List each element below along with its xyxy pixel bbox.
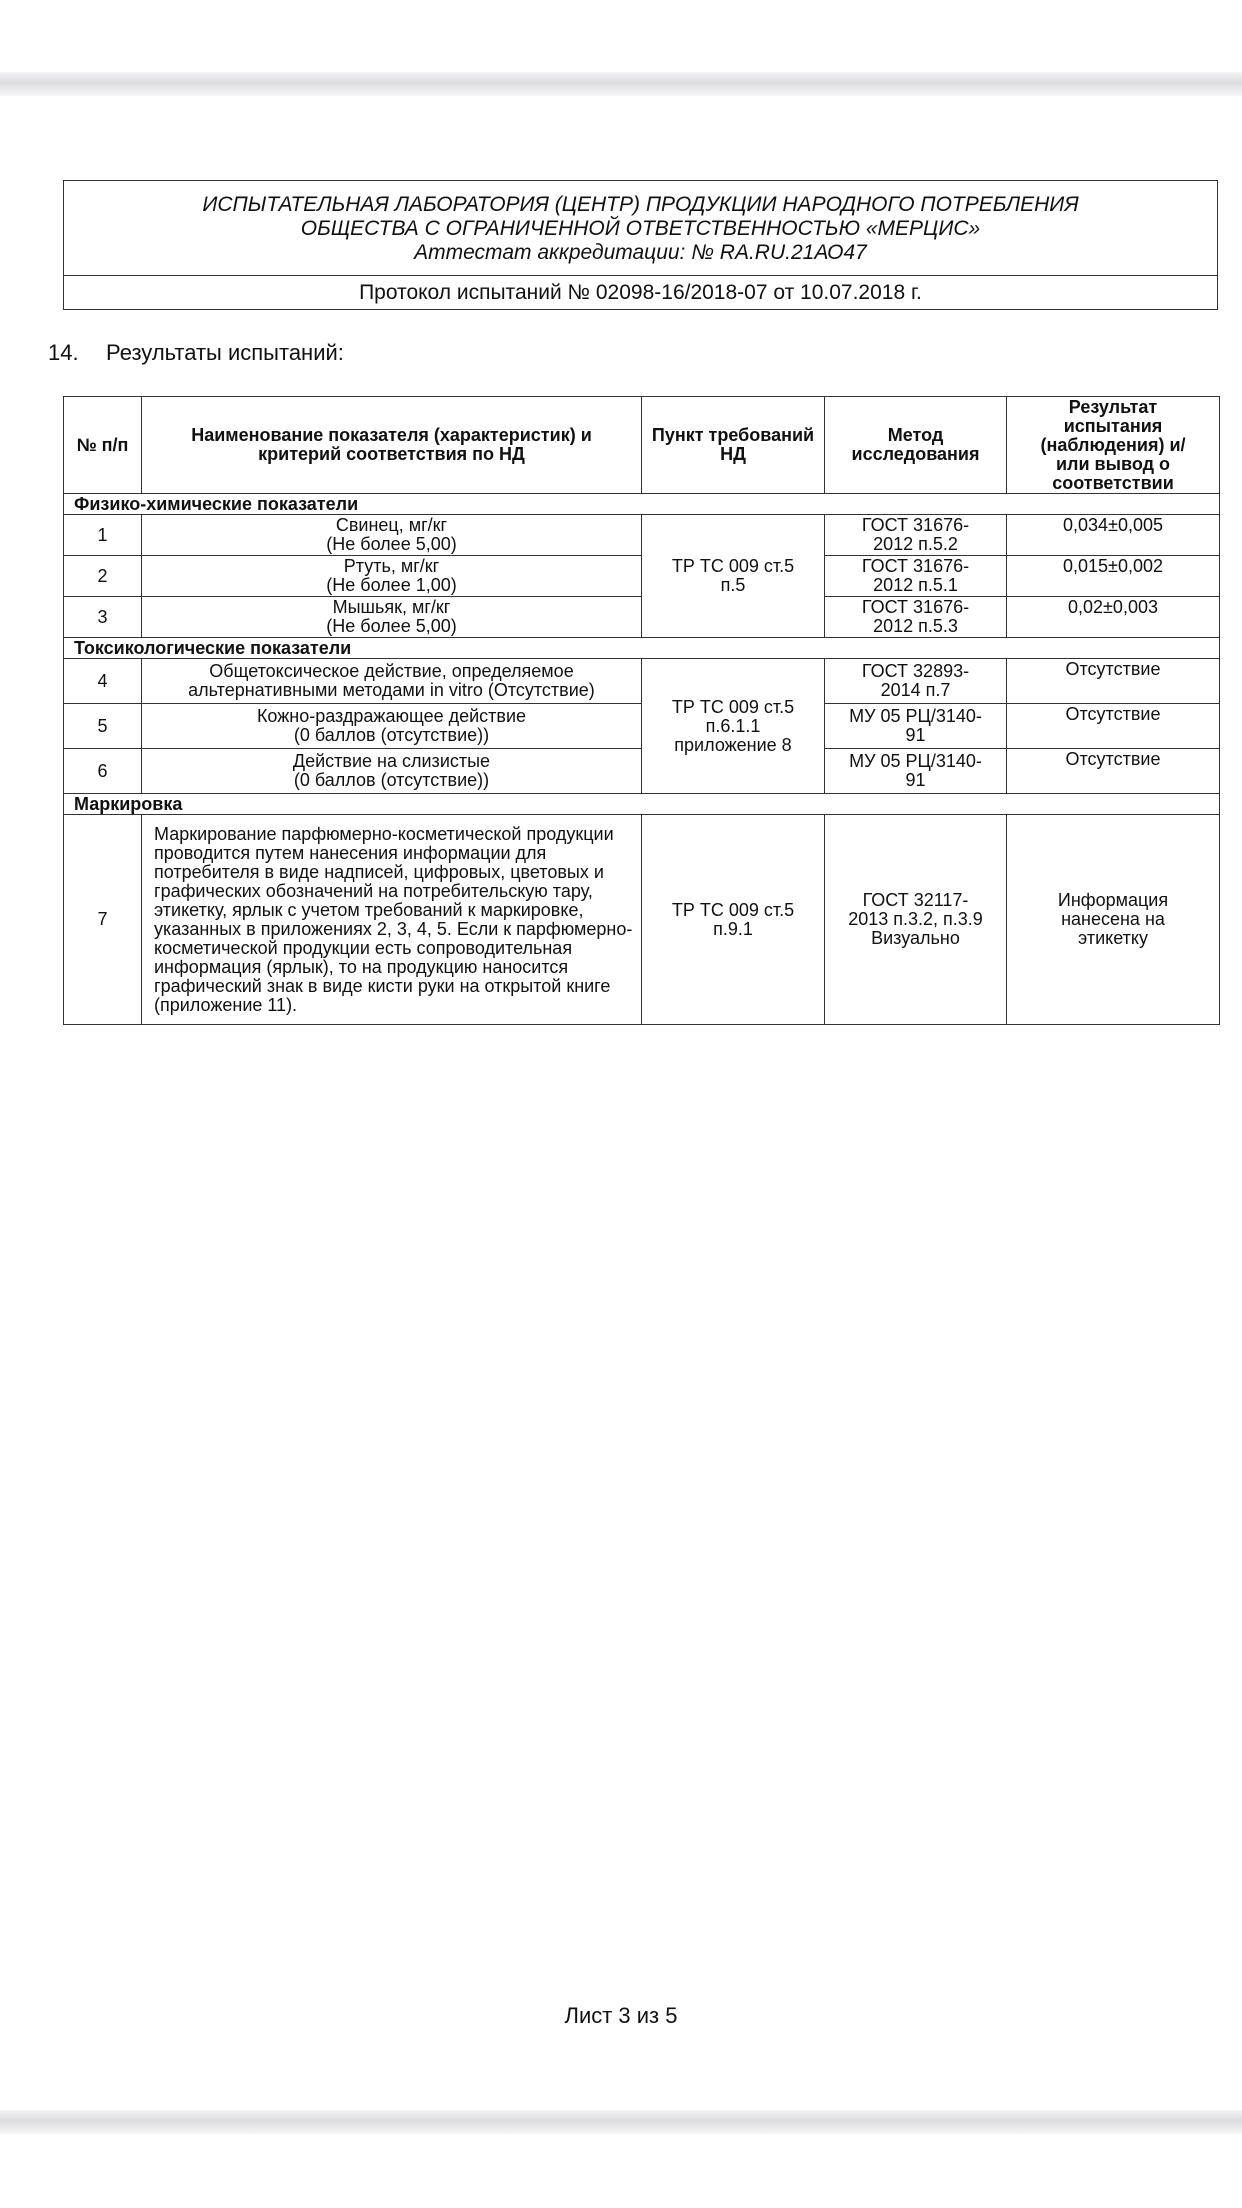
- header-result: Результат испытания (наблюдения) и/или вывод о соответствии: [1007, 397, 1220, 494]
- table-row: [64, 815, 1220, 1025]
- indicator-name: Общетоксическое действие, определяемое: [209, 661, 574, 681]
- row-method: [825, 749, 1007, 794]
- row-method: [825, 704, 1007, 749]
- indicator-criterion: (Не более 5,00): [326, 534, 457, 554]
- indicator-criterion: альтернативными методами in vitro (Отсутствие): [188, 680, 595, 700]
- row-num: 3: [64, 597, 142, 638]
- row-method: [825, 659, 1007, 704]
- lab-name-line2: ОБЩЕСТВА С ОГРАНИЧЕННОЙ ОТВЕТСТВЕННОСТЬЮ «МЕРЦИС»: [300, 217, 981, 240]
- indicator-name: Кожно-раздражающее действие: [256, 706, 527, 726]
- row-name: [142, 556, 642, 597]
- method-line: ГОСТ 31676-: [861, 515, 970, 535]
- row-name: [142, 515, 642, 556]
- indicator-criterion: (0 баллов (отсутствие)): [293, 770, 490, 790]
- row-result: 0,02±0,003: [1007, 597, 1220, 638]
- header-clause: Пункт требований НД: [642, 397, 825, 494]
- section-heading: [48, 340, 344, 366]
- row-name: [142, 659, 642, 704]
- method-line: ГОСТ 31676-: [861, 597, 970, 617]
- indicator-criterion: (0 баллов (отсутствие)): [293, 725, 490, 745]
- row-num: 7: [64, 815, 142, 1025]
- row-result: 0,015±0,002: [1007, 556, 1220, 597]
- method-line: МУ 05 РЦ/3140-: [849, 706, 982, 726]
- row-num: 6: [64, 749, 142, 794]
- method-line: ГОСТ 32893-: [861, 661, 970, 681]
- group-title: Маркировка: [64, 794, 1220, 815]
- method-line: ГОСТ 31676-: [861, 556, 970, 576]
- header-num: № п/п: [64, 397, 142, 494]
- indicator-criterion: (Не более 5,00): [326, 616, 457, 636]
- method-line: 2014 п.7: [880, 680, 951, 700]
- group-row-toxicology: [64, 638, 1220, 659]
- page-number: Лист 3 из 5: [564, 2003, 678, 2028]
- top-page-separator: [0, 72, 1242, 96]
- row-num: 2: [64, 556, 142, 597]
- row-method: ГОСТ 32117-2013 п.3.2, п.3.9 Визуально: [825, 815, 1007, 1025]
- header-method: Метод исследования: [825, 397, 1007, 494]
- row-name: [142, 749, 642, 794]
- results-table: [63, 396, 1220, 1025]
- method-line: МУ 05 РЦ/3140-: [849, 751, 982, 771]
- lab-header-box: [63, 180, 1218, 310]
- group-title: Физико-химические показатели: [64, 494, 1220, 515]
- method-line: 2012 п.5.3: [873, 616, 958, 636]
- row-num: 1: [64, 515, 142, 556]
- header-name: Наименование показателя (характеристик) и критерий соответствия по НД: [142, 397, 642, 494]
- row-num: 4: [64, 659, 142, 704]
- row-name: [142, 597, 642, 638]
- row-result: Отсутствие: [1007, 704, 1220, 749]
- method-line: 2012 п.5.1: [873, 575, 958, 595]
- group-row-marking: [64, 794, 1220, 815]
- row-result: Отсутствие: [1007, 749, 1220, 794]
- lab-name-line1: ИСПЫТАТЕЛЬНАЯ ЛАБОРАТОРИЯ (ЦЕНТР) ПРОДУКЦИИ НАРОДНОГО ПОТРЕБЛЕНИЯ: [202, 193, 1079, 216]
- method-line: 91: [905, 725, 926, 745]
- row-result: Отсутствие: [1007, 659, 1220, 704]
- row-result: 0,034±0,005: [1007, 515, 1220, 556]
- indicator-name: Свинец, мг/кг: [335, 515, 448, 535]
- section-title: Результаты испытаний:: [106, 340, 344, 365]
- section-number: 14.: [48, 340, 79, 365]
- group-row-physchem: [64, 494, 1220, 515]
- row-clause: ТР ТС 009 ст.5 п.5: [642, 515, 825, 638]
- accreditation-line: Аттестат аккредитации: № RA.RU.21АО47: [414, 241, 867, 264]
- row-clause: ТР ТС 009 ст.5 п.9.1: [642, 815, 825, 1025]
- row-method: [825, 556, 1007, 597]
- row-name: Маркирование парфюмерно-косметической продукции проводится путем нанесения информации для потребителя в виде надписей, цифровых, цветовых и графических обозначений на потребительскую тару, этикетку, ярлык с учетом требований к маркировке, указанных в приложениях 2, 3, 4, 5. Если к парфюмерно-косметической продукции есть сопроводительная информация (ярлык), то на продукцию наносится графический знак в виде кисти руки на открытой книге (приложение 11).: [142, 815, 642, 1025]
- row-method: [825, 515, 1007, 556]
- bottom-page-separator: [0, 2110, 1242, 2134]
- row-result: Информация нанесена на этикетку: [1007, 815, 1220, 1025]
- indicator-name: Мышьяк, мг/кг: [332, 597, 451, 617]
- method-line: 91: [905, 770, 926, 790]
- table-row: [64, 515, 1220, 556]
- row-num: 5: [64, 704, 142, 749]
- table-header-row: [64, 397, 1220, 494]
- protocol-title: Протокол испытаний № 02098-16/2018-07 от 10.07.2018 г.: [359, 281, 922, 304]
- method-line: 2012 п.5.2: [873, 534, 958, 554]
- row-clause: ТР ТС 009 ст.5 п.6.1.1 приложение 8: [642, 659, 825, 794]
- table-row: [64, 659, 1220, 704]
- row-name: [142, 704, 642, 749]
- row-method: [825, 597, 1007, 638]
- indicator-criterion: (Не более 1,00): [326, 575, 457, 595]
- indicator-name: Ртуть, мг/кг: [343, 556, 440, 576]
- lab-header: [64, 181, 1217, 276]
- group-title: Токсикологические показатели: [64, 638, 1220, 659]
- indicator-name: Действие на слизистые: [292, 751, 491, 771]
